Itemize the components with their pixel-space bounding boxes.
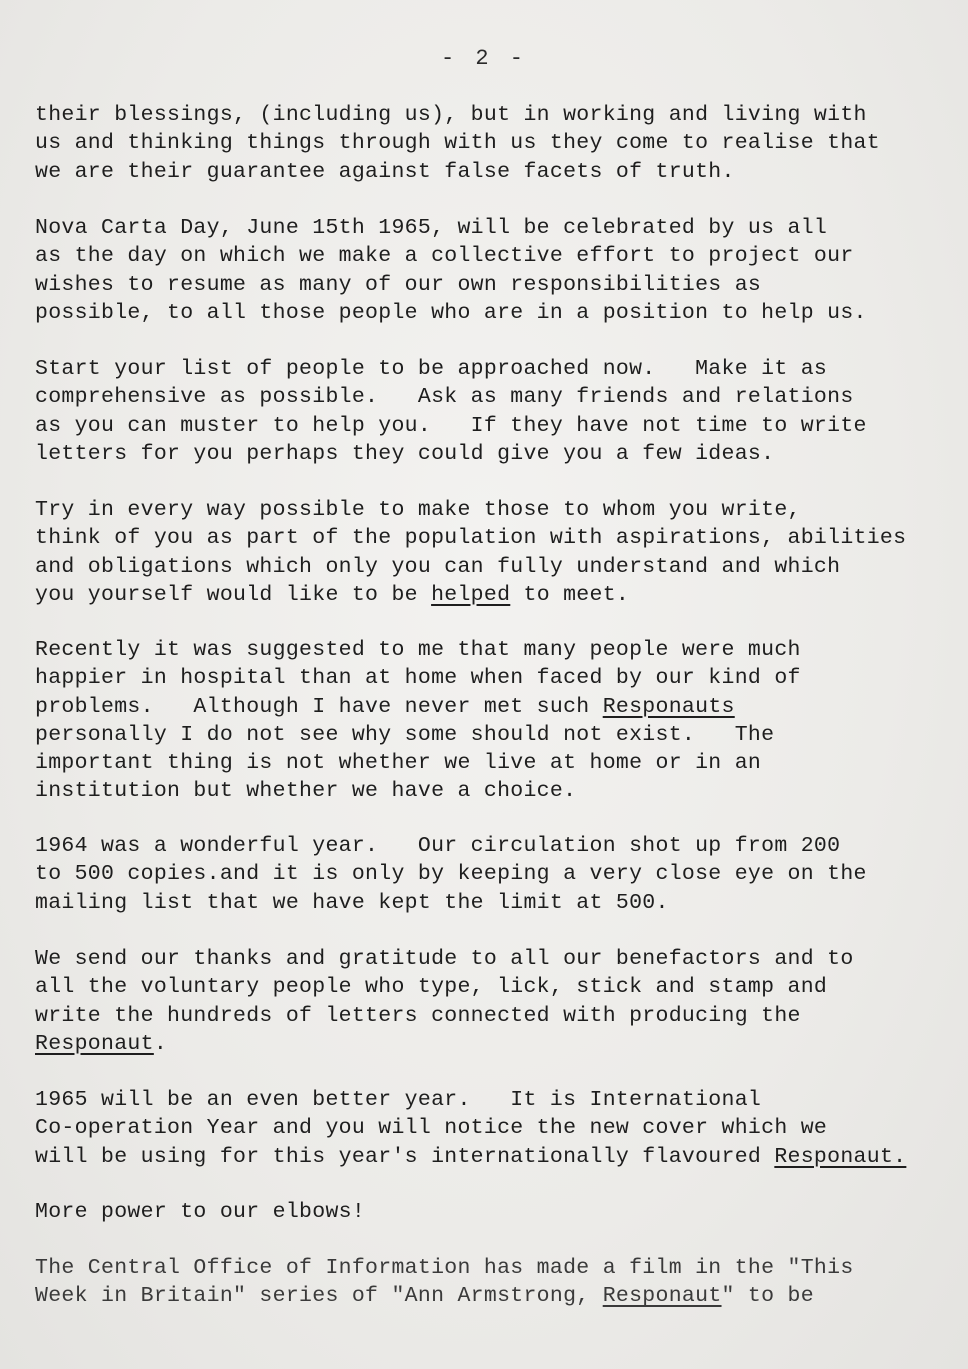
text-line: think of you as part of the population with aspirations, abilities	[35, 526, 907, 551]
underlined-word: helped	[431, 582, 511, 607]
text-line: their blessings, (including us), but in working and living with	[35, 103, 867, 127]
text-span: Week in Britain" series of "Ann Armstrong,	[35, 1284, 603, 1309]
text-line: mailing list that we have kept the limit at 500.	[35, 890, 669, 915]
text-line: The Central Office of Information has made a film in the "This	[35, 1256, 854, 1280]
text-line	[35, 693, 801, 721]
text-line: 1965 will be an even better year. It is International	[35, 1088, 762, 1112]
paragraph-start-list	[35, 355, 867, 468]
paragraph-more-power	[35, 1198, 365, 1226]
text-line: comprehensive as possible. Ask as many friends and relations	[35, 385, 854, 410]
text-line: Recently it was suggested to me that many people were much	[35, 638, 801, 662]
text-line: personally I do not see why some should not exist. The	[35, 722, 775, 747]
text-span: to meet.	[510, 582, 630, 607]
text-line: More power to our elbows!	[35, 1200, 366, 1224]
text-line	[35, 1282, 854, 1310]
text-line: Start your list of people to be approached now. Make it as	[35, 357, 828, 381]
paragraph-thanks	[35, 945, 854, 1058]
text-span: will be using for this year's internationally flavoured	[35, 1144, 775, 1169]
text-line: 1964 was a wonderful year. Our circulation shot up from 200	[35, 834, 841, 858]
text-line: We send our thanks and gratitude to all our benefactors and to	[35, 947, 854, 971]
underlined-word: Responauts	[602, 694, 735, 719]
text-line: Co-operation Year and you will notice the new cover which we	[35, 1116, 828, 1141]
paragraph-1964	[35, 832, 867, 917]
text-span: " to be	[721, 1284, 814, 1309]
underlined-word: Responaut.	[774, 1144, 907, 1169]
paragraph-1965	[35, 1086, 906, 1171]
text-line: Nova Carta Day, June 15th 1965, will be celebrated by us all	[35, 216, 828, 240]
paragraph-recently	[35, 636, 801, 806]
text-line: write the hundreds of letters connected with producing the	[35, 1003, 801, 1028]
underlined-word: Responaut	[35, 1031, 154, 1056]
text-line: wishes to resume as many of our own responsibilities as	[35, 272, 762, 297]
paragraph-central-office	[35, 1254, 854, 1311]
page-number: - 2 -	[440, 46, 527, 71]
text-line: us and thinking things through with us they come to realise that	[35, 131, 880, 156]
text-line: as you can muster to help you. If they have not time to write	[35, 413, 867, 438]
text-line: institution but whether we have a choice.	[35, 779, 577, 804]
text-line: as the day on which we make a collective effort to project our	[35, 244, 854, 269]
text-span: .	[153, 1031, 168, 1056]
text-line	[35, 1143, 906, 1171]
text-line: important thing is not whether we live at home or in an	[35, 751, 762, 776]
text-line: all the voluntary people who type, lick, stick and stamp and	[35, 975, 828, 1000]
text-line	[35, 1030, 854, 1058]
paragraph-blessings	[35, 101, 880, 186]
underlined-word: Responaut	[602, 1284, 722, 1309]
text-line: Try in every way possible to make those to whom you write,	[35, 498, 801, 522]
text-span: you yourself would like to be	[35, 582, 432, 607]
text-line	[35, 581, 906, 609]
text-span: problems. Although I have never met such	[35, 694, 603, 719]
text-line: to 500 copies.and it is only by keeping a very close eye on the	[35, 862, 867, 887]
paragraph-try-every-way	[35, 496, 906, 609]
paragraph-nova-carta-day	[35, 214, 867, 327]
text-line: letters for you perhaps they could give you a few ideas.	[35, 441, 775, 466]
text-line: happier in hospital than at home when faced by our kind of	[35, 666, 801, 691]
text-line: we are their guarantee against false facets of truth.	[35, 159, 735, 184]
text-line: and obligations which only you can fully understand and which	[35, 554, 841, 579]
text-line: possible, to all those people who are in a position to help us.	[35, 300, 867, 325]
